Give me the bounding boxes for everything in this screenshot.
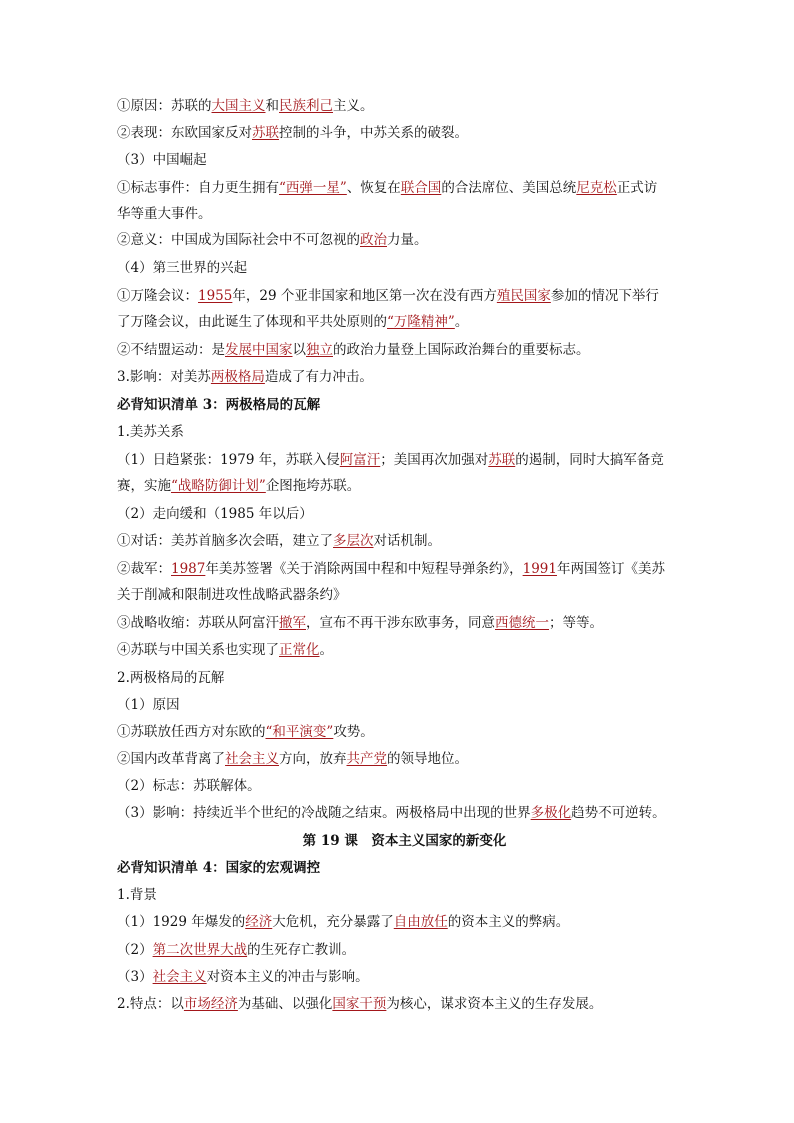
text-segment: 1.美苏关系 bbox=[117, 424, 184, 440]
text-segment: 的资本主义的弊病。 bbox=[447, 914, 570, 930]
keyword-answer: 大国主义 bbox=[211, 98, 266, 114]
text-line bbox=[117, 285, 692, 307]
text-line bbox=[117, 203, 692, 225]
text-segment: 企图拖垮苏联。 bbox=[265, 478, 361, 494]
keyword-answer: 殖民国家 bbox=[496, 288, 551, 304]
text-line bbox=[117, 748, 692, 770]
text-segment: 第 19 课 资本主义国家的新变化 bbox=[302, 833, 507, 849]
text-segment: ，宣布不再干涉东欧事务，同意 bbox=[306, 615, 495, 631]
text-segment: ；等等。 bbox=[549, 615, 603, 631]
keyword-answer: “万隆精神” bbox=[387, 314, 455, 330]
text-segment: 和 bbox=[265, 98, 279, 114]
keyword-answer: 经济 bbox=[245, 914, 273, 930]
text-line bbox=[117, 475, 692, 497]
text-segment: 主义。 bbox=[333, 98, 374, 114]
text-segment: 趋势不可逆转。 bbox=[571, 805, 666, 821]
text-line bbox=[117, 229, 692, 251]
text-segment: ①标志事件：自力更生拥有 bbox=[117, 180, 279, 196]
text-segment: 的政治力量登上国际政治舞台的重要标志。 bbox=[333, 342, 590, 358]
keyword-answer: 阿富汗 bbox=[339, 452, 381, 468]
text-segment: 的合法席位、美国总统 bbox=[441, 180, 577, 196]
keyword-answer: 自由放任 bbox=[393, 914, 448, 930]
keyword-answer: “西弹一星” bbox=[279, 180, 347, 196]
text-segment: ①对话：美苏首脑多次会晤，建立了 bbox=[117, 533, 333, 549]
text-segment: ①苏联放任西方对东欧的 bbox=[117, 724, 266, 740]
text-segment: ②意义：中国成为国际社会中不可忽视的 bbox=[117, 232, 360, 248]
text-segment: （2） bbox=[117, 942, 153, 958]
keyword-answer: 社会主义 bbox=[152, 969, 207, 985]
text-segment: 年两国签订《美苏 bbox=[556, 561, 665, 577]
keyword-answer: 1991 bbox=[522, 561, 557, 577]
text-segment: 造成了有力冲击。 bbox=[264, 369, 373, 385]
text-segment: 赛，实施 bbox=[117, 478, 171, 494]
text-segment: 必背知识清单 4：国家的宏观调控 bbox=[117, 860, 321, 876]
section-heading bbox=[117, 857, 692, 879]
text-segment: ②表现：东欧国家反对 bbox=[117, 125, 252, 141]
section-heading bbox=[117, 830, 692, 852]
text-segment: 、恢复在 bbox=[346, 180, 401, 196]
text-segment: 大危机，充分暴露了 bbox=[272, 914, 394, 930]
text-segment: 控制的斗争，中苏关系的破裂。 bbox=[279, 125, 468, 141]
text-segment: 1.背景 bbox=[117, 887, 157, 903]
text-line bbox=[117, 177, 692, 199]
text-segment: 攻势。 bbox=[333, 724, 374, 740]
keyword-answer: 共产党 bbox=[346, 751, 387, 767]
text-line bbox=[117, 257, 692, 279]
keyword-answer: 尼克松 bbox=[576, 180, 617, 196]
text-segment: （3） bbox=[117, 969, 153, 985]
text-segment: 3.影响：对美苏 bbox=[117, 369, 211, 385]
section-heading bbox=[117, 394, 692, 416]
text-segment: 。 bbox=[454, 314, 469, 330]
text-line bbox=[117, 775, 692, 797]
keyword-answer: 苏联 bbox=[488, 452, 516, 468]
text-line bbox=[117, 667, 692, 689]
text-segment: 2.两极格局的瓦解 bbox=[117, 670, 225, 686]
text-line bbox=[117, 694, 692, 716]
text-segment: 关于削减和限制进攻性战略武器条约》 bbox=[117, 587, 347, 603]
text-line bbox=[117, 558, 692, 580]
keyword-answer: 联合国 bbox=[400, 180, 442, 196]
text-segment: 参加的情况下举行 bbox=[550, 288, 659, 304]
text-segment: 方向，放弃 bbox=[279, 751, 347, 767]
keyword-answer: “和平演变” bbox=[265, 724, 334, 740]
keyword-answer: 发展中国家 bbox=[225, 342, 293, 358]
text-line bbox=[117, 339, 692, 361]
text-line bbox=[117, 612, 692, 634]
keyword-answer: 第二次世界大战 bbox=[152, 942, 248, 958]
keyword-answer: 国家干预 bbox=[332, 996, 387, 1012]
keyword-answer: “战略防御计划” bbox=[171, 478, 266, 494]
text-segment: ②裁军： bbox=[117, 561, 171, 577]
text-segment: ④苏联与中国关系也实现了 bbox=[117, 642, 279, 658]
text-segment: ①万隆会议： bbox=[117, 288, 198, 304]
text-segment: ②国内改革背离了 bbox=[117, 751, 225, 767]
text-line bbox=[117, 993, 692, 1015]
text-segment: （2）走向缓和（1985 年以后） bbox=[117, 506, 313, 522]
text-segment: （3）中国崛起 bbox=[117, 152, 207, 168]
text-line bbox=[117, 449, 692, 471]
text-line bbox=[117, 311, 692, 333]
keyword-answer: 撤军 bbox=[279, 615, 306, 631]
keyword-answer: 1987 bbox=[171, 561, 206, 577]
keyword-answer: 西德统一 bbox=[495, 615, 549, 631]
text-segment: 为基础、以强化 bbox=[237, 996, 333, 1012]
text-segment: 年美苏签署《关于消除两国中程和中短程导弹条约》， bbox=[205, 561, 523, 577]
text-segment: （1）1929 年爆发的 bbox=[117, 914, 246, 930]
keyword-answer: 两极格局 bbox=[210, 369, 265, 385]
text-segment: 华等重大事件。 bbox=[117, 206, 212, 222]
text-segment: （4）第三世界的兴起 bbox=[117, 260, 248, 276]
text-segment: 以 bbox=[292, 342, 306, 358]
keyword-answer: 多层次 bbox=[333, 533, 374, 549]
text-line bbox=[117, 966, 692, 988]
text-segment: 年，29 个亚非国家和地区第一次在没有西方 bbox=[232, 288, 497, 304]
text-segment: 。 bbox=[319, 642, 333, 658]
text-segment: 为核心，谋求资本主义的生存发展。 bbox=[386, 996, 603, 1012]
text-line bbox=[117, 802, 692, 824]
text-segment: 对话机制。 bbox=[373, 533, 441, 549]
keyword-answer: 多极化 bbox=[530, 805, 572, 821]
text-segment: ②不结盟运动：是 bbox=[117, 342, 225, 358]
text-line bbox=[117, 939, 692, 961]
text-segment: （1）原因 bbox=[117, 697, 180, 713]
text-line bbox=[117, 366, 692, 388]
text-segment: 了万隆会议，由此诞生了体现和平共处原则的 bbox=[117, 314, 387, 330]
text-segment: 的领导地位。 bbox=[387, 751, 468, 767]
text-segment: （1）日趋紧张：1979 年，苏联入侵 bbox=[117, 452, 340, 468]
text-line bbox=[117, 95, 692, 117]
text-segment: 的生死存亡教训。 bbox=[247, 942, 356, 958]
text-segment: 2.特点：以 bbox=[117, 996, 184, 1012]
text-line bbox=[117, 503, 692, 525]
text-segment: 力量。 bbox=[387, 232, 428, 248]
text-line bbox=[117, 584, 692, 606]
text-segment: 对资本主义的冲击与影响。 bbox=[206, 969, 369, 985]
text-line bbox=[117, 721, 692, 743]
text-segment: ③战略收缩：苏联从阿富汗 bbox=[117, 615, 279, 631]
text-line bbox=[117, 421, 692, 443]
text-line bbox=[117, 530, 692, 552]
text-line bbox=[117, 639, 692, 661]
text-line bbox=[117, 122, 692, 144]
keyword-answer: 社会主义 bbox=[225, 751, 279, 767]
text-segment: 正式访 bbox=[616, 180, 658, 196]
keyword-answer: 苏联 bbox=[252, 125, 279, 141]
text-segment: 必背知识清单 3：两极格局的瓦解 bbox=[117, 397, 321, 413]
text-segment: ；美国再次加强对 bbox=[380, 452, 489, 468]
keyword-answer: 1955 bbox=[198, 288, 233, 304]
keyword-answer: 正常化 bbox=[279, 642, 320, 658]
text-segment: 的遏制，同时大搞军备竞 bbox=[515, 452, 664, 468]
text-segment: （3）影响：持续近半个世纪的冷战随之结束。两极格局中出现的世界 bbox=[117, 805, 531, 821]
keyword-answer: 市场经济 bbox=[183, 996, 238, 1012]
keyword-answer: 政治 bbox=[360, 232, 387, 248]
text-line bbox=[117, 911, 692, 933]
text-line bbox=[117, 884, 692, 906]
keyword-answer: 民族利己 bbox=[279, 98, 333, 114]
text-segment: （2）标志：苏联解体。 bbox=[117, 778, 261, 794]
text-line bbox=[117, 149, 692, 171]
keyword-answer: 独立 bbox=[306, 342, 333, 358]
text-segment: ①原因：苏联的 bbox=[117, 98, 212, 114]
